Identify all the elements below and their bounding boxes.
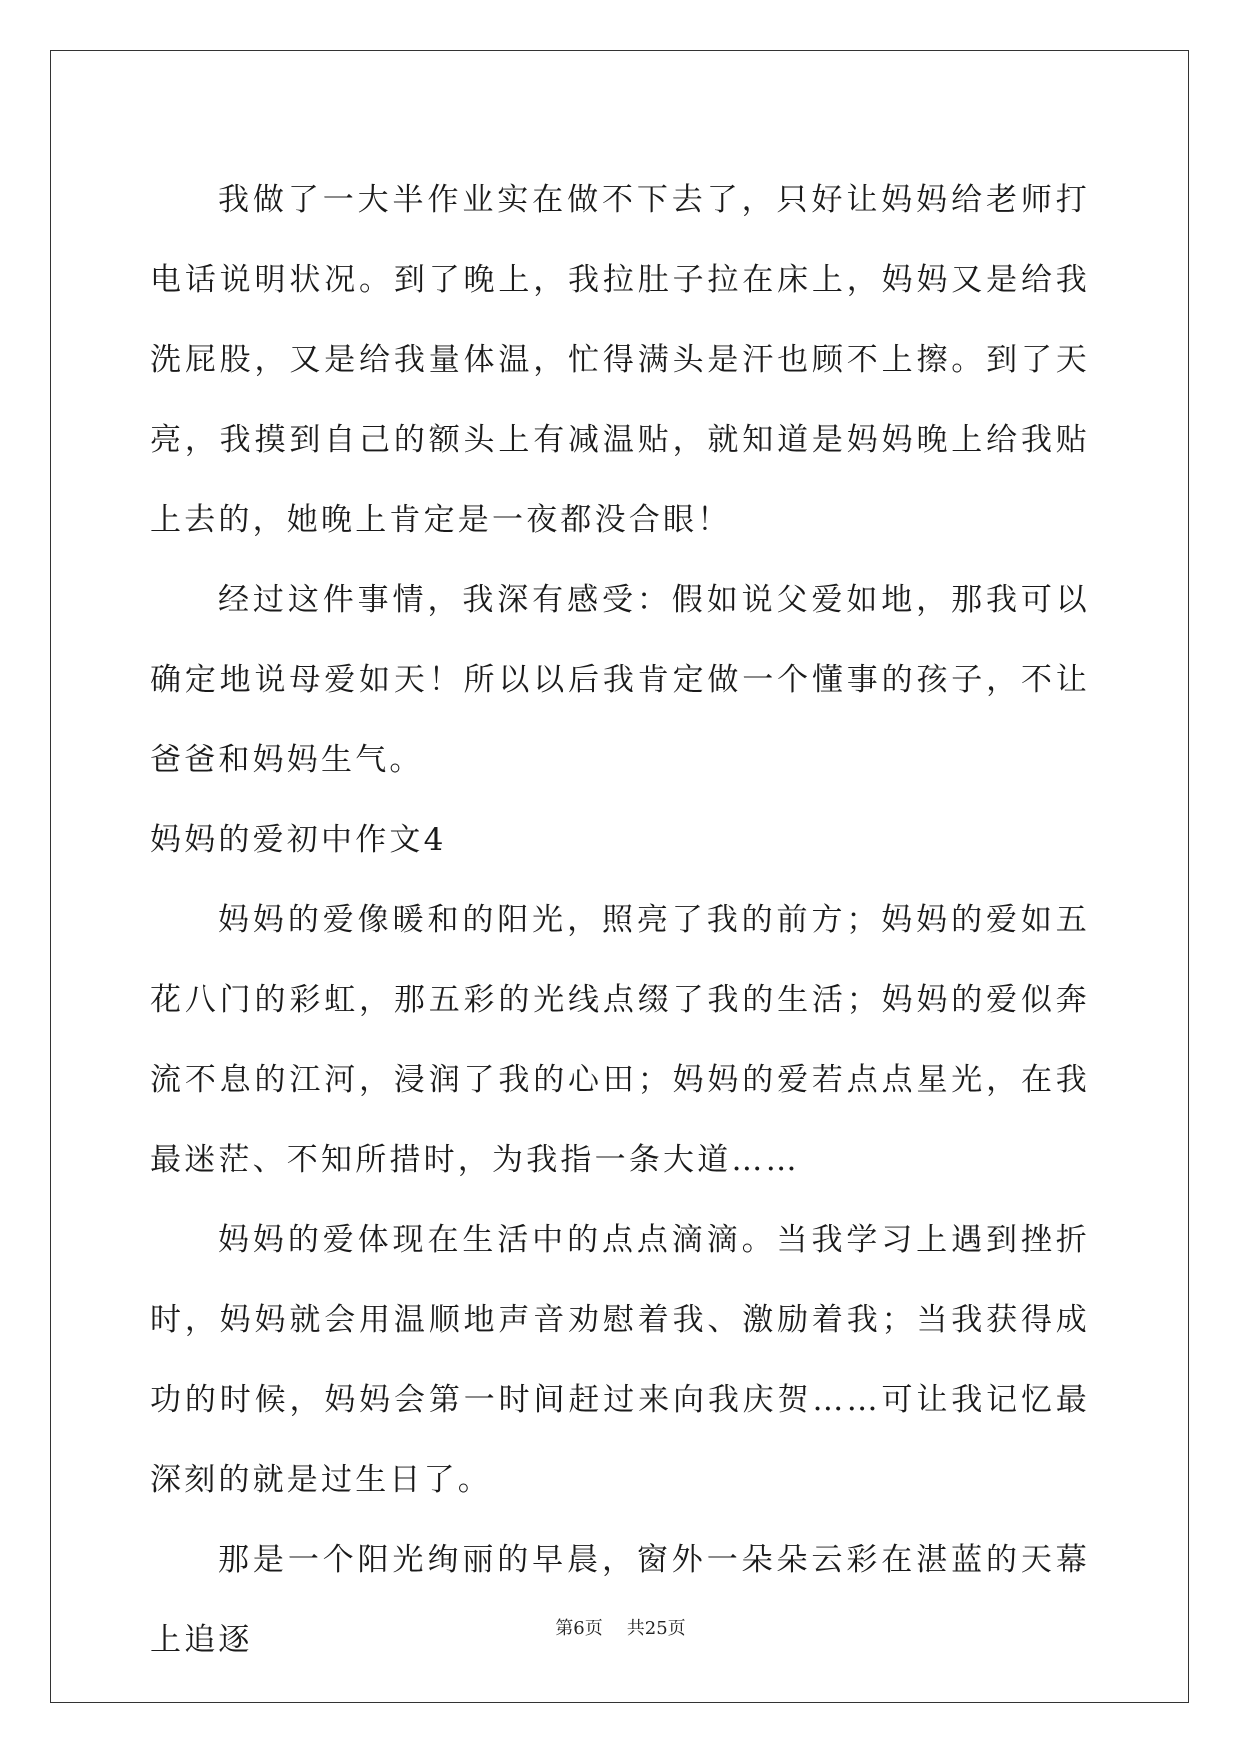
paragraph-4: 妈妈的爱体现在生活中的点点滴滴。当我学习上遇到挫折时，妈妈就会用温顺地声音劝慰着我、激励着我；当我获得成功的时候，妈妈会第一时间赶过来向我庆贺……可让我记忆最深刻的就是过生日了。 (150, 1222, 1090, 1498)
section-heading: 妈妈的爱初中作文4 (150, 822, 447, 858)
document-body (150, 160, 1090, 1680)
paragraph-1: 我做了一大半作业实在做不下去了，只好让妈妈给老师打电话说明状况。到了晚上，我拉肚子拉在床上，妈妈又是给我洗屁股，又是给我量体温，忙得满头是汗也顾不上擦。到了天亮，我摸到自己的额头上有减温贴，就知道是妈妈晚上给我贴上去的，她晚上肯定是一夜都没合眼！ (150, 182, 1090, 538)
page-number: 第6页 (555, 1618, 603, 1639)
paragraph-5: 那是一个阳光绚丽的早晨，窗外一朵朵云彩在湛蓝的天幕上追逐 (150, 1542, 1090, 1658)
paragraph-2: 经过这件事情，我深有感受：假如说父爱如地，那我可以确定地说母爱如天！所以以后我肯定做一个懂事的孩子，不让爸爸和妈妈生气。 (150, 582, 1090, 778)
page-footer (0, 1614, 1241, 1640)
paragraph-3: 妈妈的爱像暖和的阳光，照亮了我的前方；妈妈的爱如五花八门的彩虹，那五彩的光线点缀了我的生活；妈妈的爱似奔流不息的江河，浸润了我的心田；妈妈的爱若点点星光，在我最迷茫、不知所措时，为我指一条大道…… (150, 902, 1090, 1178)
page-total: 共25页 (626, 1618, 686, 1639)
